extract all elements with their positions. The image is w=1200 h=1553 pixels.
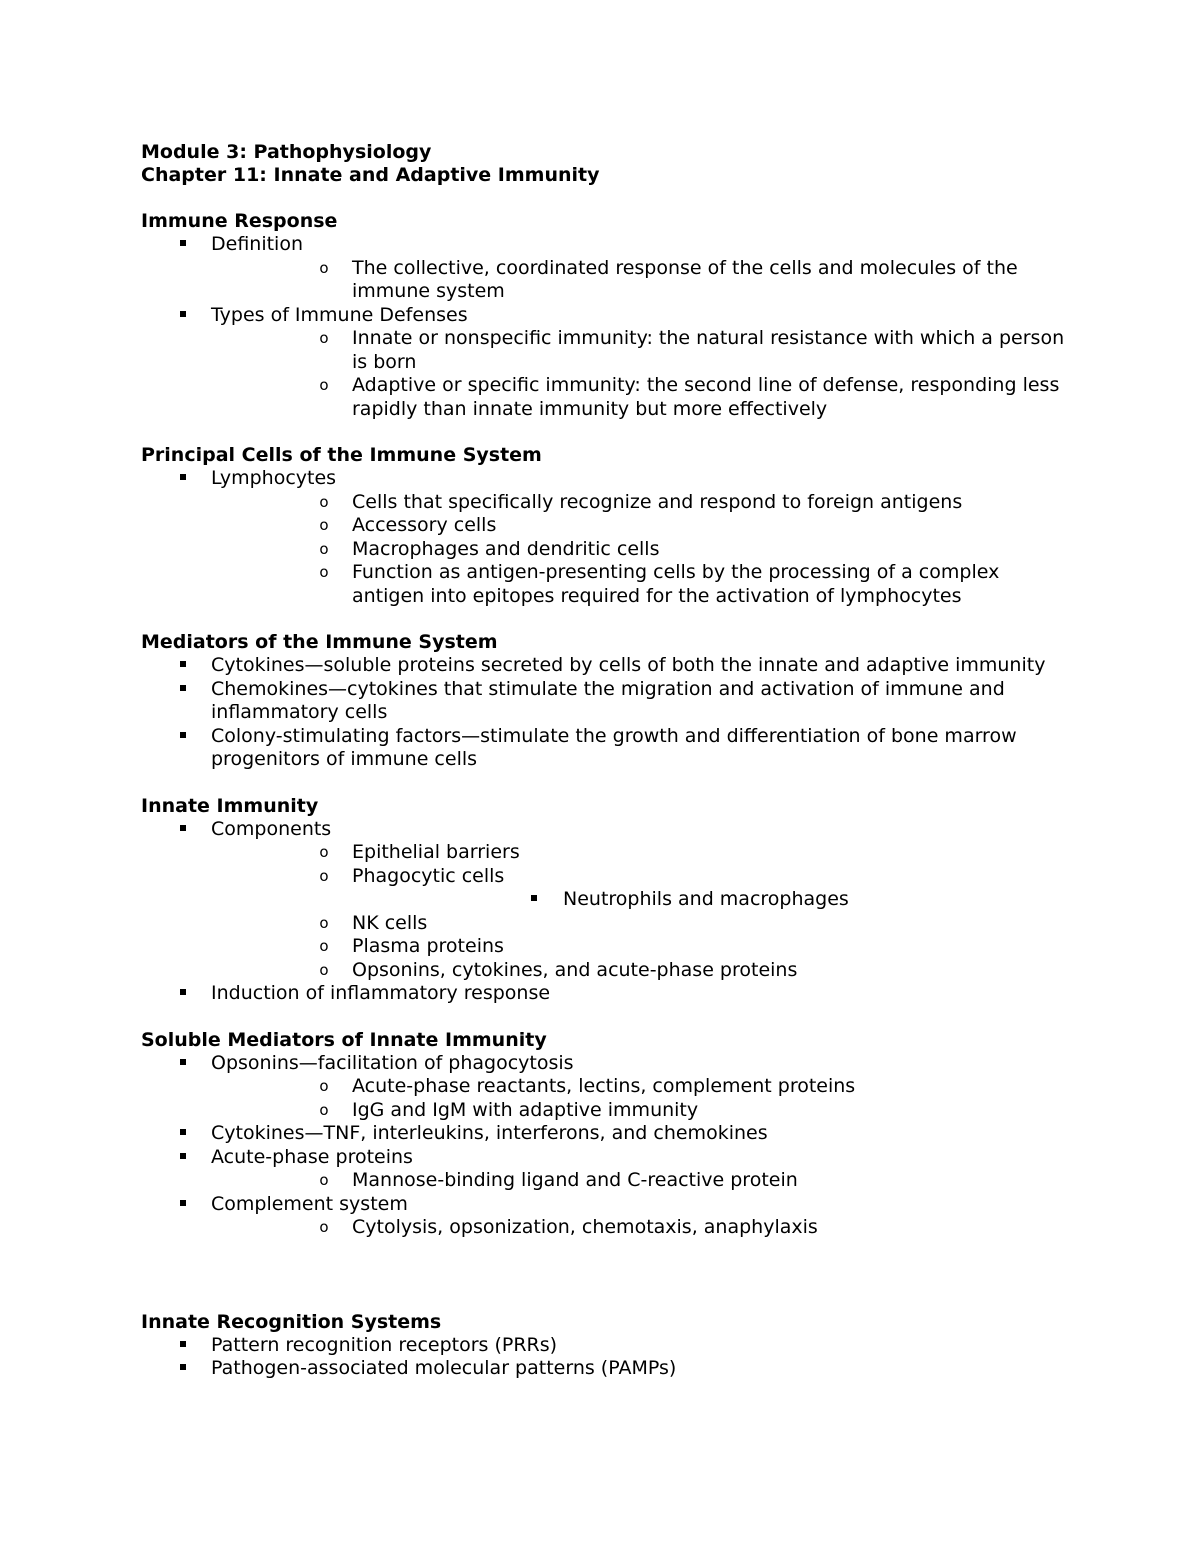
circle-bullet-icon: o: [319, 1171, 329, 1189]
sub-list: [211, 491, 1071, 609]
list-item-text: Opsonins—facilitation of phagocytosis: [211, 1051, 574, 1074]
sub-list: [211, 1216, 1071, 1240]
square-bullet-icon: [173, 304, 193, 328]
circle-bullet-icon: o: [319, 329, 329, 347]
list-item: [141, 818, 1071, 983]
list-item: [211, 935, 1071, 959]
circle-bullet-icon: o: [319, 866, 329, 885]
list-item-text: Colony-stimulating factors—stimulate the growth and differentiation of bone marrow progenitors of immune cells: [211, 724, 1017, 770]
sub-list: [211, 841, 1071, 982]
list-item-text: Epithelial barriers: [352, 841, 520, 863]
square-bullet-icon: [173, 1052, 193, 1076]
square-bullet-icon: [173, 1193, 193, 1217]
circle-bullet-icon: o: [319, 913, 329, 932]
list-item: [211, 841, 1071, 865]
list-item: [141, 304, 1071, 422]
list-item: [211, 561, 1071, 608]
list-item: [141, 233, 1071, 304]
square-bullet-icon: [173, 654, 193, 678]
list-item-text: Induction of inflammatory response: [211, 982, 551, 1004]
circle-bullet-icon: o: [319, 258, 329, 277]
circle-bullet-icon: o: [319, 843, 329, 861]
list-item-text: Pathogen-associated molecular patterns (PAMPs): [211, 1357, 677, 1379]
section-recognition: [141, 1311, 1071, 1381]
list-item: [352, 888, 1071, 912]
list-item-text: Cytokines—soluble proteins secreted by cells of both the innate and adaptive immunity: [211, 654, 1046, 676]
section-heading: Mediators of the Immune System: [141, 631, 498, 653]
circle-bullet-icon: o: [319, 937, 329, 955]
list-item-text: IgG and IgM with adaptive immunity: [352, 1098, 699, 1121]
bullet-list: [141, 1052, 1071, 1240]
sub-list: [211, 257, 1071, 304]
list-item-text: Cells that specifically recognize and respond to foreign antigens: [352, 490, 963, 513]
list-item-text: Accessory cells: [352, 514, 497, 536]
list-item-text: Types of Immune Defenses: [211, 303, 468, 326]
circle-bullet-icon: o: [319, 563, 329, 581]
section-principal-cells: [141, 444, 1071, 608]
list-item-text: Function as antigen-presenting cells by the processing of a complex antigen into epitopes required for the activation of lymphocytes: [352, 561, 1000, 607]
circle-bullet-icon: o: [319, 1077, 329, 1095]
square-bullet-icon: [173, 1334, 193, 1358]
list-item: [211, 1075, 1071, 1099]
sub-list: [211, 327, 1071, 421]
list-item-text: Phagocytic cells: [352, 864, 505, 887]
list-item: [211, 538, 1071, 562]
bullet-list: [141, 1334, 1071, 1381]
list-item-text: Cytolysis, opsonization, chemotaxis, anaphylaxis: [352, 1216, 818, 1238]
list-item: [141, 1146, 1071, 1193]
list-item: [141, 1357, 1071, 1381]
list-item-text: Components: [211, 817, 332, 840]
bullet-list: [141, 654, 1071, 772]
list-item-text: Lymphocytes: [211, 467, 337, 489]
sub-list: [211, 1169, 1071, 1193]
list-item: [211, 257, 1071, 304]
list-item: [211, 327, 1071, 374]
list-item: [211, 1216, 1071, 1240]
circle-bullet-icon: o: [319, 539, 329, 558]
document-page: [141, 141, 1071, 1381]
square-bullet-icon: [524, 888, 544, 912]
list-item: [141, 1122, 1071, 1146]
list-item: [141, 1052, 1071, 1123]
circle-bullet-icon: o: [319, 516, 329, 534]
list-item-text: Opsonins, cytokines, and acute-phase proteins: [352, 958, 798, 981]
list-item: [141, 654, 1071, 678]
list-item: [211, 514, 1071, 538]
square-bullet-icon: [173, 818, 193, 842]
list-item: [211, 865, 1071, 912]
list-item-text: Cytokines—TNF, interleukins, interferons, and chemokines: [211, 1122, 768, 1144]
square-bullet-icon: [173, 678, 193, 702]
list-item-text: Adaptive or specific immunity: the second line of defense, responding less rapidly than innate immunity but more effectively: [352, 374, 1060, 420]
list-item-text: Chemokines—cytokines that stimulate the migration and activation of immune and inflammatory cells: [211, 677, 1005, 723]
square-bullet-icon: [173, 1122, 193, 1146]
list-item-text: Plasma proteins: [352, 935, 504, 957]
list-item: [141, 467, 1071, 608]
circle-bullet-icon: o: [319, 960, 329, 979]
square-bullet-icon: [173, 233, 193, 257]
list-item: [141, 1193, 1071, 1240]
circle-bullet-icon: o: [319, 1218, 329, 1236]
section-heading: Innate Immunity: [141, 794, 319, 817]
list-item-text: Macrophages and dendritic cells: [352, 537, 660, 560]
section-soluble-mediators: [141, 1029, 1071, 1240]
list-item: [141, 678, 1071, 725]
section-mediators: [141, 631, 1071, 772]
section-immune-response: [141, 210, 1071, 421]
square-bullet-icon: [173, 1146, 193, 1170]
list-item-text: Acute-phase proteins: [211, 1145, 413, 1168]
section-heading: Principal Cells of the Immune System: [141, 444, 542, 466]
list-item-text: The collective, coordinated response of the cells and molecules of the immune system: [352, 256, 1018, 302]
sub-list: [211, 1075, 1071, 1122]
list-item: [141, 725, 1071, 772]
list-item: [211, 912, 1071, 936]
list-item-text: NK cells: [352, 911, 428, 934]
circle-bullet-icon: o: [319, 376, 329, 394]
list-item-text: Mannose-binding ligand and C-reactive protein: [352, 1169, 798, 1191]
bullet-list: [141, 233, 1071, 421]
square-bullet-icon: [173, 982, 193, 1006]
section-heading: Soluble Mediators of Innate Immunity: [141, 1028, 547, 1051]
module-title: Module 3: Pathophysiology: [141, 141, 432, 163]
bullet-list: [141, 467, 1071, 608]
list-item: [211, 959, 1071, 983]
section-innate-immunity: [141, 795, 1071, 1006]
section-heading: Innate Recognition Systems: [141, 1310, 442, 1333]
list-item-text: Acute-phase reactants, lectins, complement proteins: [352, 1075, 856, 1097]
square-bullet-icon: [173, 725, 193, 749]
chapter-title: Chapter 11: Innate and Adaptive Immunity: [141, 164, 600, 186]
list-item: [141, 982, 1071, 1006]
section-heading: Immune Response: [141, 210, 338, 232]
list-item: [141, 1334, 1071, 1358]
list-item-text: Innate or nonspecific immunity: the natural resistance with which a person is born: [352, 327, 1065, 373]
list-item: [211, 1099, 1071, 1123]
list-item-text: Complement system: [211, 1192, 408, 1215]
list-item-text: Neutrophils and macrophages: [563, 888, 849, 910]
bullet-list: [141, 818, 1071, 1006]
list-item: [211, 374, 1071, 421]
list-item-text: Definition: [211, 233, 304, 255]
list-item-text: Pattern recognition receptors (PRRs): [211, 1333, 558, 1356]
circle-bullet-icon: o: [319, 1100, 329, 1119]
list-item: [211, 1169, 1071, 1193]
square-bullet-icon: [173, 1357, 193, 1381]
circle-bullet-icon: o: [319, 492, 329, 511]
square-bullet-icon: [173, 467, 193, 491]
list-item: [211, 491, 1071, 515]
sub-sub-list: [352, 888, 1071, 912]
